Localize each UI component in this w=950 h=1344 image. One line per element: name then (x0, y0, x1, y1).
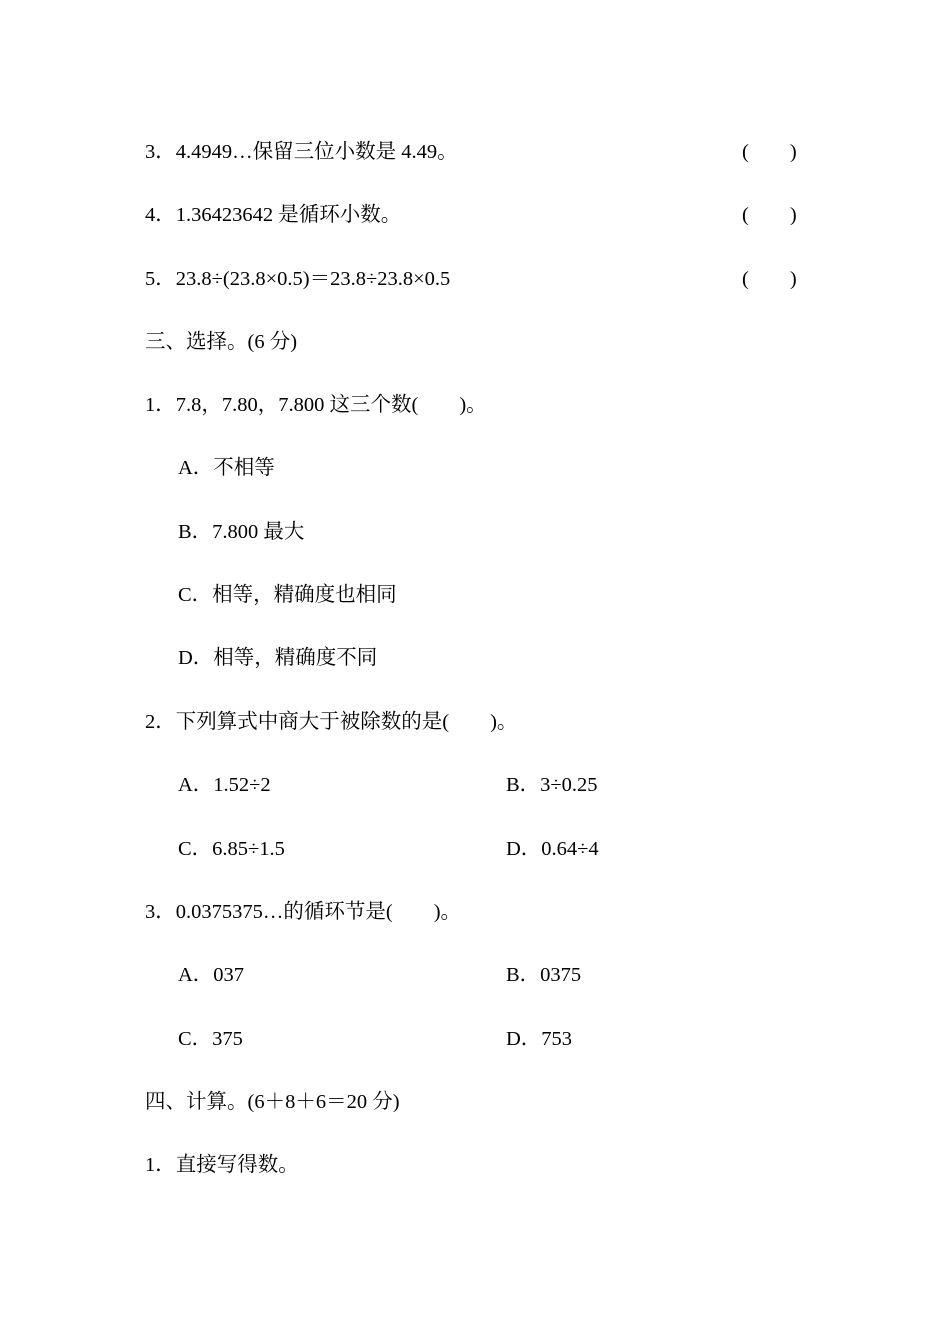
choice-question-3: 3．0.0375375…的循环节是( )。 (145, 901, 462, 923)
judge-item-3: 3．4.4949…保留三位小数是 4.49。 (145, 141, 458, 163)
choice-option-a: A．037 (178, 964, 245, 986)
judge-item-4: 4．1.36423642 是循环小数。 (145, 204, 402, 226)
choice-option-c: C．6.85÷1.5 (178, 838, 285, 860)
choice-option-d: D．753 (506, 1028, 573, 1050)
answer-bracket: ( ) (742, 268, 797, 290)
choice-option-b: B．3÷0.25 (506, 774, 598, 796)
section-heading: 三、选择。(6 分) (145, 331, 298, 353)
answer-bracket: ( ) (742, 204, 797, 226)
choice-option-b: B．7.800 最大 (178, 521, 305, 543)
choice-option-d: D．0.64÷4 (506, 838, 599, 860)
choice-option-c: C．375 (178, 1028, 243, 1050)
choice-question-1: 1．7.8，7.80，7.800 这三个数( )。 (145, 394, 487, 416)
choice-option-a: A．1.52÷2 (178, 774, 271, 796)
calc-question-1: 1．直接写得数。 (145, 1154, 299, 1176)
section-heading: 四、计算。(6＋8＋6＝20 分) (145, 1091, 400, 1113)
answer-bracket: ( ) (742, 141, 797, 163)
choice-option-d: D．相等，精确度不同 (178, 647, 378, 669)
choice-option-b: B．0375 (506, 964, 582, 986)
choice-question-2: 2．下列算式中商大于被除数的是( )。 (145, 711, 518, 733)
choice-option-a: A．不相等 (178, 457, 275, 479)
choice-option-c: C．相等，精确度也相同 (178, 584, 397, 606)
judge-item-5: 5．23.8÷(23.8×0.5)＝23.8÷23.8×0.5 (145, 268, 451, 290)
